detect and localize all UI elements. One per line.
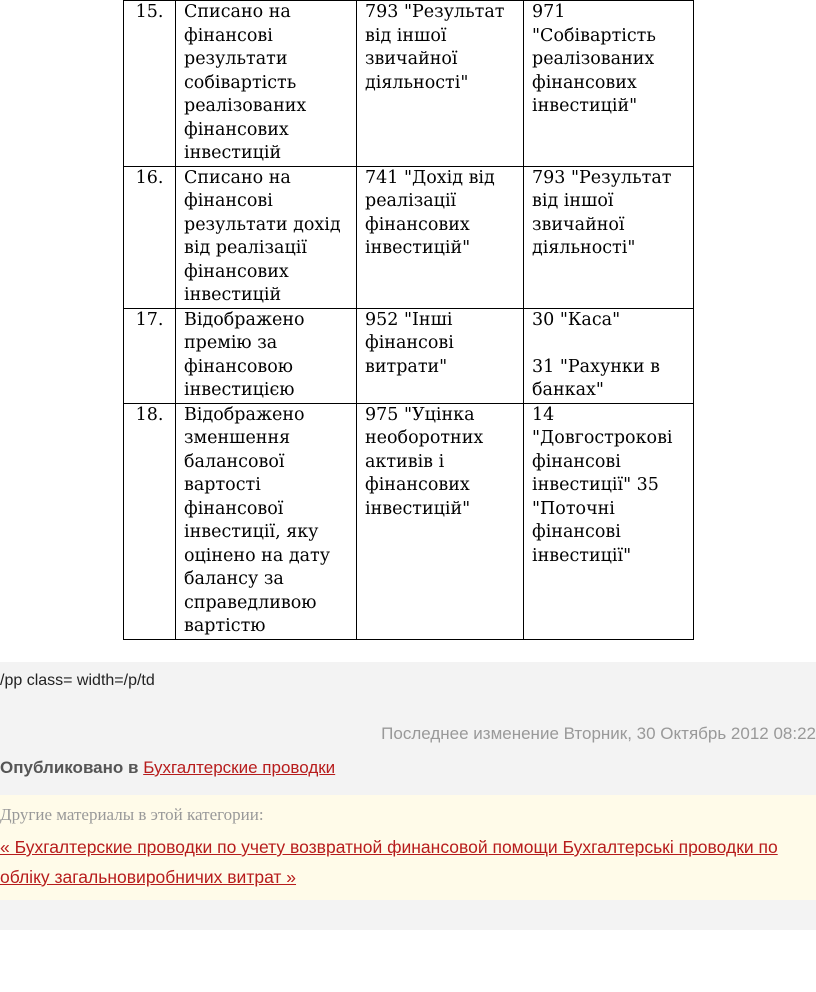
row-number-cell: 18. bbox=[124, 403, 176, 639]
related-article-link[interactable]: « Бухгалтерские проводки по учету возвратной финансовой помощи Бухгалтерські проводки по обліку загальновиробничих витрат » bbox=[0, 837, 778, 887]
table-row bbox=[124, 1, 694, 167]
accounting-entries-table bbox=[123, 0, 694, 640]
table-row bbox=[124, 166, 694, 308]
credit-account-cell: 793 "Результат від іншої звичайної діяльності" bbox=[524, 166, 694, 308]
debit-account-cell: 952 "Інші фінансові витрати" bbox=[357, 308, 524, 403]
row-number-cell: 17. bbox=[124, 308, 176, 403]
category-link[interactable]: Бухгалтерские проводки bbox=[143, 758, 336, 777]
debit-account-cell: 793 "Результат від іншої звичайної діяльності" bbox=[357, 1, 524, 167]
credit-account-cell: 30 "Каса" 31 "Рахунки в банках" bbox=[524, 308, 694, 403]
operation-description-cell: Відображено зменшення балансової вартості фінансової інвестиції, яку оцінено на дату балансу за справедливою вартістю bbox=[176, 403, 357, 639]
published-in bbox=[0, 758, 335, 778]
related-articles-box bbox=[0, 795, 816, 900]
related-articles-title: Другие материалы в этой категории: bbox=[0, 805, 264, 824]
table-row bbox=[124, 403, 694, 639]
credit-account-cell: 971 "Собівартість реалізованих фінансових інвестицій" bbox=[524, 1, 694, 167]
debit-account-cell: 741 "Дохід від реалізації фінансових інвестицій" bbox=[357, 166, 524, 308]
row-number-cell: 15. bbox=[124, 1, 176, 167]
operation-description-cell: Відображено премію за фінансовою інвестицією bbox=[176, 308, 357, 403]
published-label: Опубликовано в bbox=[0, 758, 139, 777]
credit-account-cell: 14 "Довгострокові фінансові інвестиції" 35 "Поточні фінансові інвестиції" bbox=[524, 403, 694, 639]
row-number-cell: 16. bbox=[124, 166, 176, 308]
operation-description-cell: Списано на фінансові результати собівартість реалізованих фінансових інвестицій bbox=[176, 1, 357, 167]
debit-account-cell: 975 "Уцінка необоротних активів і фінансових інвестицій" bbox=[357, 403, 524, 639]
last-modified-date: Последнее изменение Вторник, 30 Октябрь 2012 08:22 bbox=[381, 724, 816, 743]
table-row bbox=[124, 308, 694, 403]
operation-description-cell: Списано на фінансові результати дохід від реалізації фінансових інвестицій bbox=[176, 166, 357, 308]
raw-markup-text: /pp class= width=/p/td bbox=[0, 672, 155, 689]
